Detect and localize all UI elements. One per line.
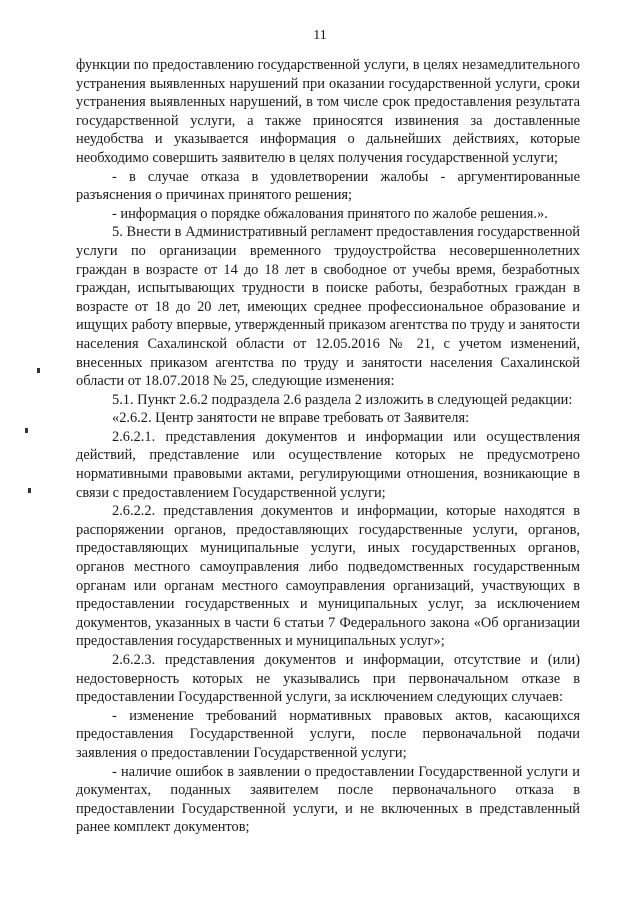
paragraph: - информация о порядке обжалования принятого по жалобе решения.». bbox=[112, 205, 548, 222]
paragraph: - изменение требований нормативных правовых актов, касающихся предоставления Государственной услуги, после первоначальной подачи заявления о предоставлении Государственной услуги; bbox=[76, 707, 580, 761]
paragraph: - наличие ошибок в заявлении о предоставлении Государственной услуги и документах, поданных заявителем после первоначального отказа в предоставлении Государственной услуги, и не включенных в представленный ранее комплект документов; bbox=[76, 763, 580, 836]
paragraph: 2.6.2.3. представления документов и информации, отсутствие и (или) недостоверность которых не указывались при первоначальном отказе в предоставлении Государственной услуги, за исключением следующих случаев: bbox=[76, 652, 580, 706]
scan-mark bbox=[37, 368, 40, 373]
scan-mark bbox=[28, 488, 31, 493]
paragraph: 5. Внести в Административный регламент предоставления государственной услуги по организации временного трудоустройства несовершеннолетних граждан в возрасте от 14 до 18 лет в свободное от учебы время, безработных граждан, испытывающих трудности в поиске работы, безработных граждан в возрасте от 18 до 20 лет, имеющих среднее профессиональное образование и ищущих работу впервые, утвержденный приказом агентства по труду и занятости населения Сахалинской области от 12.05.2016 № 21, с учетом изменений, внесенных приказом агентства по труду и занятости населения Сахалинской области от 18.07.2018 № 25, следующие изменения: bbox=[76, 224, 580, 390]
paragraph: «2.6.2. Центр занятости не вправе требовать от Заявителя: bbox=[112, 410, 470, 427]
paragraph: 2.6.2.1. представления документов и информации или осуществления действий, представление или осуществление которых не предусмотрено нормативными правовыми актами, регулирующими отношения, возникающие в связи с предоставлением Государственной услуги; bbox=[76, 428, 580, 501]
paragraph: функции по предоставлению государственной услуги, в целях незамедлительного устранения выявленных нарушений при оказании государственной услуги, сроки устранения выявленных нарушений, в том числе срок предоставления результата государственной услуги, а также приносятся извинения за доставленные неудобства и указывается информация о дальнейших действиях, которые необходимо совершить заявителю в целях получения государственной услуги; bbox=[76, 57, 580, 166]
paragraph: - в случае отказа в удовлетворении жалобы - аргументированные разъяснения о причинах принятого решения; bbox=[76, 168, 580, 204]
page-number: 11 bbox=[313, 28, 327, 43]
paragraph: 5.1. Пункт 2.6.2 подраздела 2.6 раздела 2 изложить в следующей редакции: bbox=[112, 391, 573, 408]
scan-mark bbox=[25, 428, 28, 433]
document-body bbox=[76, 56, 580, 837]
paragraph: 2.6.2.2. представления документов и информации, которые находятся в распоряжении органов, предоставляющих государственные услуги, органов, предоставляющих муниципальные услуги, иных государственных органов, органов местного самоуправления либо подведомственных государственным органам или органам местного самоуправления организаций, участвующих в предоставлении государственных и муниципальных услуг, за исключением документов, указанных в части 6 статьи 7 Федерального закона «Об организации предоставления государственных и муниципальных услуг»; bbox=[76, 503, 580, 650]
